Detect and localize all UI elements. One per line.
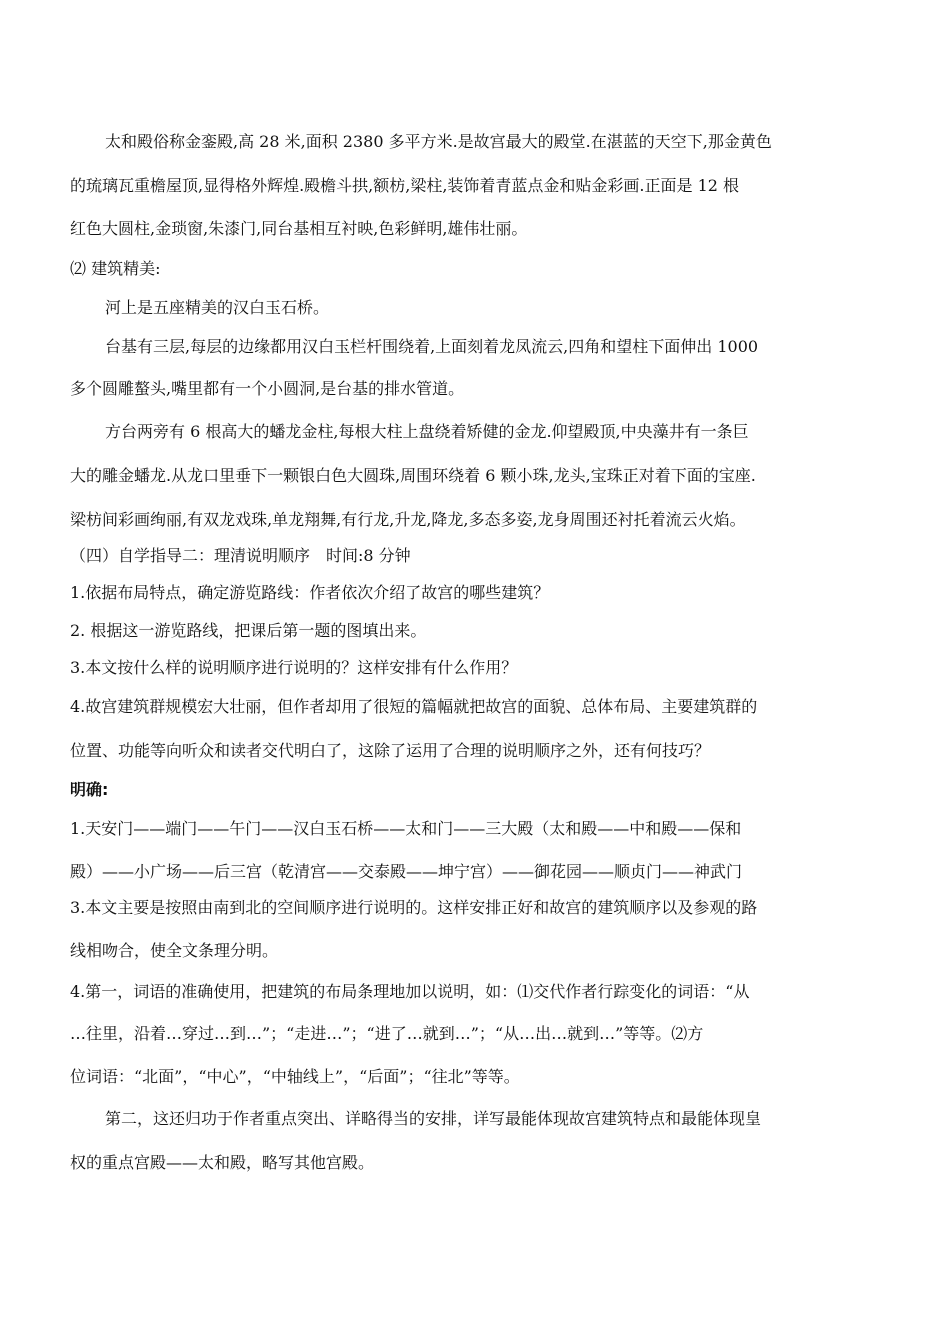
text-line: 第二，这还归功于作者重点突出、详略得当的安排，详写最能体现故宫建筑特点和最能体现皇 [105,1109,762,1128]
text-line: 大的雕金蟠龙.从龙口里垂下一颗银白色大圆珠,周围环绕着 6 颗小珠,龙头,宝珠正对着下面的宝座. [70,466,756,485]
question-item: 1.依据布局特点，确定游览路线：作者依次介绍了故宫的哪些建筑？ [70,583,550,602]
text-line: 的琉璃瓦重檐屋顶,显得格外辉煌.殿檐斗拱,额枋,梁柱,装饰着青蓝点金和贴金彩画.正面是 12 根 [70,176,740,195]
text-line: 方台两旁有 6 根高大的蟠龙金柱,每根大柱上盘绕着矫健的金龙.仰望殿顶,中央藻井有一条巨 [105,422,749,441]
text-line: 位词语：“北面”，“中心”，“中轴线上”，“后面”；“往北”等等。 [70,1067,520,1086]
section-heading: （四）自学指导二：理清说明顺序 时间:8 分钟 [70,546,411,565]
text-line: 线相吻合，使全文条理分明。 [70,941,279,960]
text-line: 梁枋间彩画绚丽,有双龙戏珠,单龙翔舞,有行龙,升龙,降龙,多态多姿,龙身周围还衬托着流云火焰。 [70,510,746,529]
text-line: 殿）——小广场——后三宫（乾清宫——交泰殿——坤宁宫）——御花园——顺贞门——神武门 [70,862,743,881]
text-line: 位置、功能等向听众和读者交代明白了，这除了运用了合理的说明顺序之外，还有何技巧？ [70,741,711,760]
text-line: 多个圆雕螯头,嘴里都有一个小圆洞,是台基的排水管道。 [70,379,465,398]
answer-heading: 明确: [70,780,109,799]
question-item: 3.本文按什么样的说明顺序进行说明的？这样安排有什么作用？ [70,658,518,677]
text-line: 河上是五座精美的汉白玉石桥。 [105,298,330,317]
text-line: 权的重点宫殿——太和殿，略写其他宫殿。 [70,1153,375,1172]
answer-item: 1.天安门——端门——午门——汉白玉石桥——太和门——三大殿（太和殿——中和殿——保和 [70,819,742,838]
answer-item: 3.本文主要是按照由南到北的空间顺序进行说明的。这样安排正好和故宫的建筑顺序以及参观的路 [70,898,758,917]
text-line: …往里，沿着…穿过…到…”；“走进…”；“进了…就到…”；“从…出…就到…”等等。⑵方 [70,1024,704,1043]
section-heading: ⑵ 建筑精美: [70,259,161,278]
text-line: 红色大圆柱,金琐窗,朱漆门,同台基相互衬映,色彩鲜明,雄伟壮丽。 [70,219,528,238]
question-item: 2. 根据这一游览路线，把课后第一题的图填出来。 [70,621,427,640]
text-line: 台基有三层,每层的边缘都用汉白玉栏杆围绕着,上面刻着龙凤流云,四角和望柱下面伸出 1000 [105,337,759,356]
text-line: 太和殿俗称金銮殿,高 28 米,面积 2380 多平方米.是故宫最大的殿堂.在湛蓝的天空下,那金黄色 [105,132,772,151]
question-item: 4.故宫建筑群规模宏大壮丽，但作者却用了很短的篇幅就把故宫的面貌、总体布局、主要建筑群的 [70,697,758,716]
answer-item: 4.第一，词语的准确使用，把建筑的布局条理地加以说明，如：⑴交代作者行踪变化的词语：“从 [70,982,750,1001]
